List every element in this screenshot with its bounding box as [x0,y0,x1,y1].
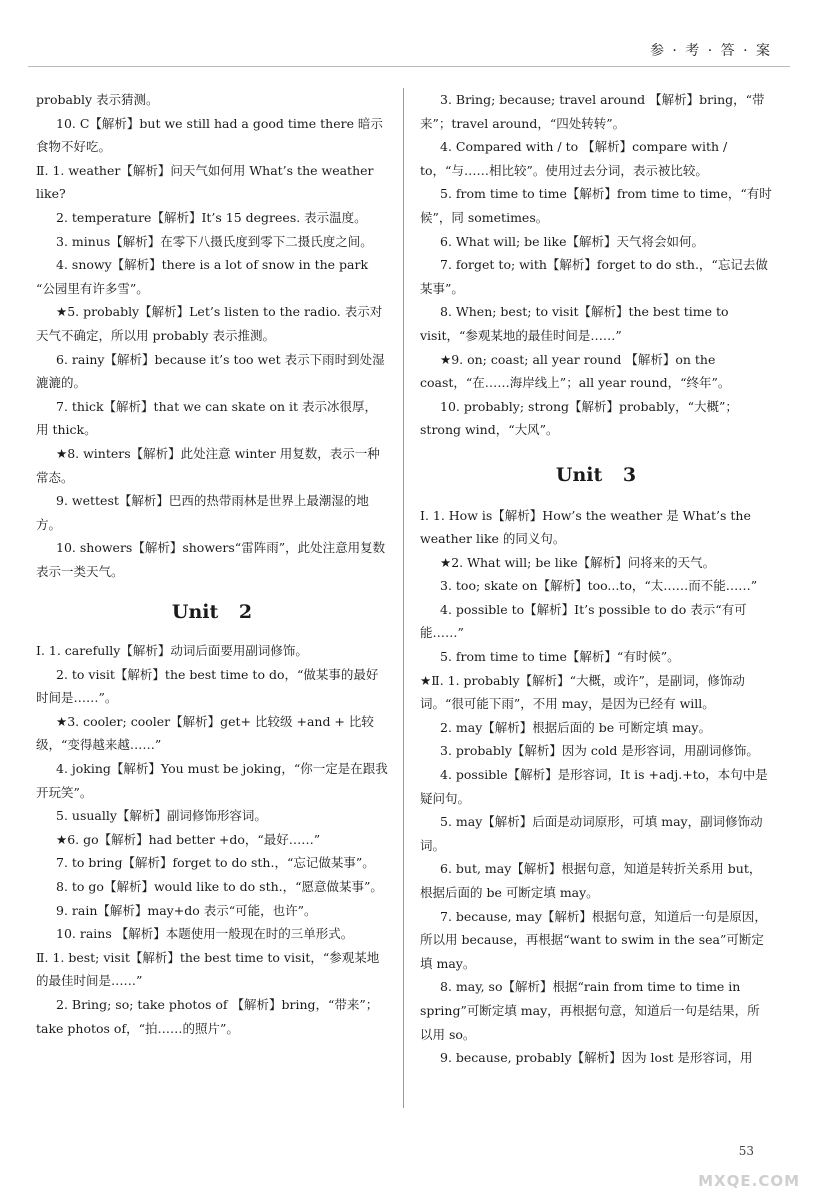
answer-line: ★8. winters【解析】此处注意 winter 用复数，表示一种常态。 [36,445,380,485]
answer-line: ★Ⅱ. 1. probably【解析】“大概，或许”，是副词，修饰动词。“很可能下雨”，不用 may，是因为已经有 will。 [420,672,745,712]
answer-line: 10. rains 【解析】本题使用一般现在时的三单形式。 [56,926,354,942]
answer-line: 8. may, so【解析】根据“rain from time to time in spring”可断定填 may，再根据句意，知道后一句是结果，所以用 so。 [420,979,760,1042]
left-column [36,88,388,1040]
answer-line: Ⅱ. 1. weather【解析】问天气如何用 What’s the weather like? [36,162,374,202]
answer-line: 9. wettest【解析】巴西的热带雨林是世界上最潮湿的地方。 [36,493,369,532]
answer-line: Ⅱ. 1. best; visit【解析】the best time to visit，“参观某地的最佳时间是……” [36,949,380,989]
answer-line: 5. usually【解析】副词修饰形容词。 [56,808,267,824]
answer-line: 7. because, may【解析】根据句意，知道后一句是原因，所以用 because，再根据“want to swim in the sea”可断定填 may。 [420,908,767,971]
column-divider [403,88,404,1108]
right-pre-section [420,88,772,442]
answer-line: ★5. probably【解析】Let’s listen to the radio. 表示对天气不确定，所以用 probably 表示推测。 [36,304,383,343]
answer-line: 5. from time to time【解析】“有时候”。 [440,649,680,665]
right-column [420,88,772,1070]
left-post-section [36,639,388,1040]
answer-line: 4. snowy【解析】there is a lot of snow in the park “公园里有许多雪”。 [36,257,369,296]
page-number: 53 [738,1144,754,1158]
header-rule [28,66,790,67]
answer-line: 4. possible to【解析】It’s possible to do 表示“有可能……” [420,601,747,641]
unit-2-heading: Unit 2 [171,601,253,624]
answer-line: 6. What will; be like【解析】天气将会如何。 [440,233,704,249]
answer-line: 4. joking【解析】You must be joking，“你一定是在跟我开玩笑”。 [36,761,388,800]
answer-line: probably 表示猜测。 [36,92,159,107]
answer-line: 10. probably; strong【解析】probably，“大概”；strong wind，“大风”。 [420,398,738,438]
answer-line: 7. thick【解析】that we can skate on it 表示冰很厚，用 thick。 [36,398,377,438]
answer-line: 3. minus【解析】在零下八摄氏度到零下二摄氏度之间。 [56,233,373,249]
answer-line: 9. rain【解析】may+do 表示“可能，也许”。 [56,902,317,918]
answer-line: 5. may【解析】后面是动词原形，可填 may，副词修饰动词。 [420,814,763,853]
answer-line: 3. probably【解析】因为 cold 是形容词，用副词修饰。 [440,743,759,759]
answer-line: 4. possible【解析】是形容词，It is +adj.+to，本句中是疑问句。 [420,767,768,806]
answer-line: ★6. go【解析】had better +do，“最好……” [56,831,321,847]
answer-line: 7. to bring【解析】forget to do sth.，“忘记做某事”。 [56,855,375,871]
answer-line: 2. to visit【解析】the best time to do，“做某事的最好时间是……”。 [36,666,379,706]
right-post-section [420,504,772,1070]
answer-line: 10. C【解析】but we still had a good time there 暗示食物不好吃。 [36,115,383,155]
answer-line: 8. When; best; to visit【解析】the best time to visit，“参观某地的最佳时间是……” [420,304,729,343]
page-header-title: 参 · 考 · 答 · 案 [649,43,772,59]
answer-line: 4. Compared with / to 【解析】compare with / to，“与……相比较”。使用过去分词，表示被比较。 [420,139,728,178]
answer-line: ★9. on; coast; all year round 【解析】on the coast，“在……海岸线上”；all year round，“终年”。 [420,351,731,391]
answer-line: ★2. What will; be like【解析】问将来的天气。 [440,554,716,570]
watermark-logo: MXQE.COM [698,1172,800,1190]
answer-line: 6. but, may【解析】根据句意，知道是转折关系用 but，根据后面的 be 可断定填 may。 [420,861,762,900]
answer-line: Ⅰ. 1. How is【解析】How’s the weather 是 What’s the weather like 的同义句。 [420,507,751,547]
answer-line: Ⅰ. 1. carefully【解析】动词后面要用副词修饰。 [36,643,308,659]
answer-line: 2. Bring; so; take photos of 【解析】bring，“带来”；take photos of，“拍……的照片”。 [36,996,379,1036]
answer-line: 10. showers【解析】showers“雷阵雨”，此处注意用复数表示一类天气。 [36,540,386,579]
answer-line: 2. temperature【解析】It’s 15 degrees. 表示温度。 [56,209,367,225]
answer-line: 3. too; skate on【解析】too...to，“太……而不能……” [440,578,758,594]
answer-line: ★3. cooler; cooler【解析】get+ 比较级 +and + 比较级，“变得越来越……” [36,713,374,753]
answer-line: 2. may【解析】根据后面的 be 可断定填 may。 [440,719,711,735]
answer-line: 6. rainy【解析】because it’s too wet 表示下雨时到处湿漉漉的。 [36,351,385,391]
left-pre-section [36,88,388,583]
answer-line: 5. from time to time【解析】from time to time，“有时候”，同 sometimes。 [420,186,772,225]
answer-line: 3. Bring; because; travel around 【解析】bring，“带来”；travel around，“四处转转”。 [420,92,765,131]
answer-line: 7. forget to; with【解析】forget to do sth.，“忘记去做某事”。 [420,257,768,296]
answer-line: 9. because, probably【解析】因为 lost 是形容词，用 [440,1050,753,1066]
answer-line: 8. to go【解析】would like to do sth.，“愿意做某事”。 [56,879,383,894]
unit-3-heading: Unit 3 [555,463,637,486]
